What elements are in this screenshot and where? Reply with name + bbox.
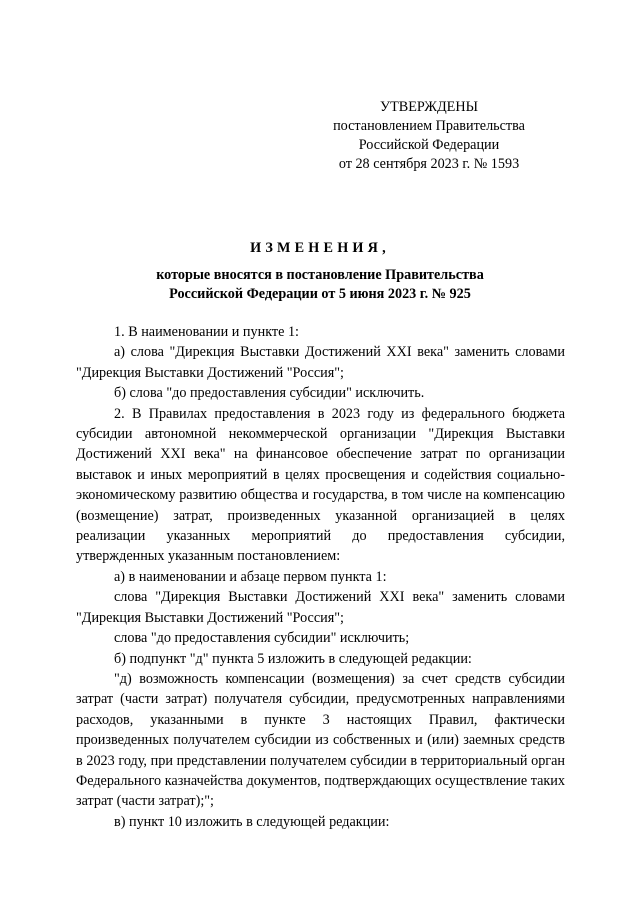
approval-line-2: Российской Федерации [358,137,500,153]
document-body [76,322,565,832]
paragraph-2: а) слова "Дирекция Выставки Достижений XXI века" заменить словами "Дирекция Выставки Достижений "Россия"; [76,344,565,381]
document-subtitle [74,266,566,304]
subtitle-line-2: Российской Федерации от 5 июня 2023 г. № 925 [169,286,471,302]
document-title: ИЗМЕНЕНИЯ, [250,240,390,256]
approval-line-1: постановлением Правительства [333,118,525,134]
paragraph-6: слова "Дирекция Выставки Достижений XXI века" заменить словами "Дирекция Выставки Достижений "Россия"; [76,589,565,626]
paragraph-4: 2. В Правилах предоставления в 2023 году из федерального бюджета субсидии автономной некоммерческой организации "Дирекция Выставки Достижений XXI века" на финансовое обеспечение затрат по организации выставок и иных мероприятий в целях просвещения и содействия социально-экономическому развитию общества и государства, в том числе на компенсацию (возмещение) затрат, произведенных указанной организацией в целях реализации указанных мероприятий до предоставления субсидии, утвержденных указанным постановлением: [76,405,565,565]
approval-heading: УТВЕРЖДЕНЫ [380,99,478,115]
paragraph-10: в) пункт 10 изложить в следующей редакции: [114,813,390,830]
paragraph-1: 1. В наименовании и пункте 1: [114,324,299,340]
paragraph-8: б) подпункт "д" пункта 5 изложить в следующей редакции: [114,650,472,667]
paragraph-9: "д) возможность компенсации (возмещения) за счет средств субсидии затрат (части затрат) получателя субсидии, предусмотренных направлениями расходов, указанными в пункте 3 настоящих Правил, фактически произведенных получателем субсидии из собственных и (или) заемных средств в 2023 году, при представлении получателем субсидии в территориальный орган Федерального казначейства документов, подтверждающих осуществление таких затрат (части затрат);"; [76,670,565,810]
paragraph-7: слова "до предоставления субсидии" исключить; [114,630,410,647]
approval-line-3: от 28 сентября 2023 г. № 1593 [338,156,520,172]
paragraph-3: б) слова "до предоставления субсидии" исключить. [114,385,425,402]
subtitle-line-1: которые вносятся в постановление Правительства [156,267,484,283]
approval-block [300,98,558,174]
paragraph-5: а) в наименовании и абзаце первом пункта 1: [114,568,387,585]
